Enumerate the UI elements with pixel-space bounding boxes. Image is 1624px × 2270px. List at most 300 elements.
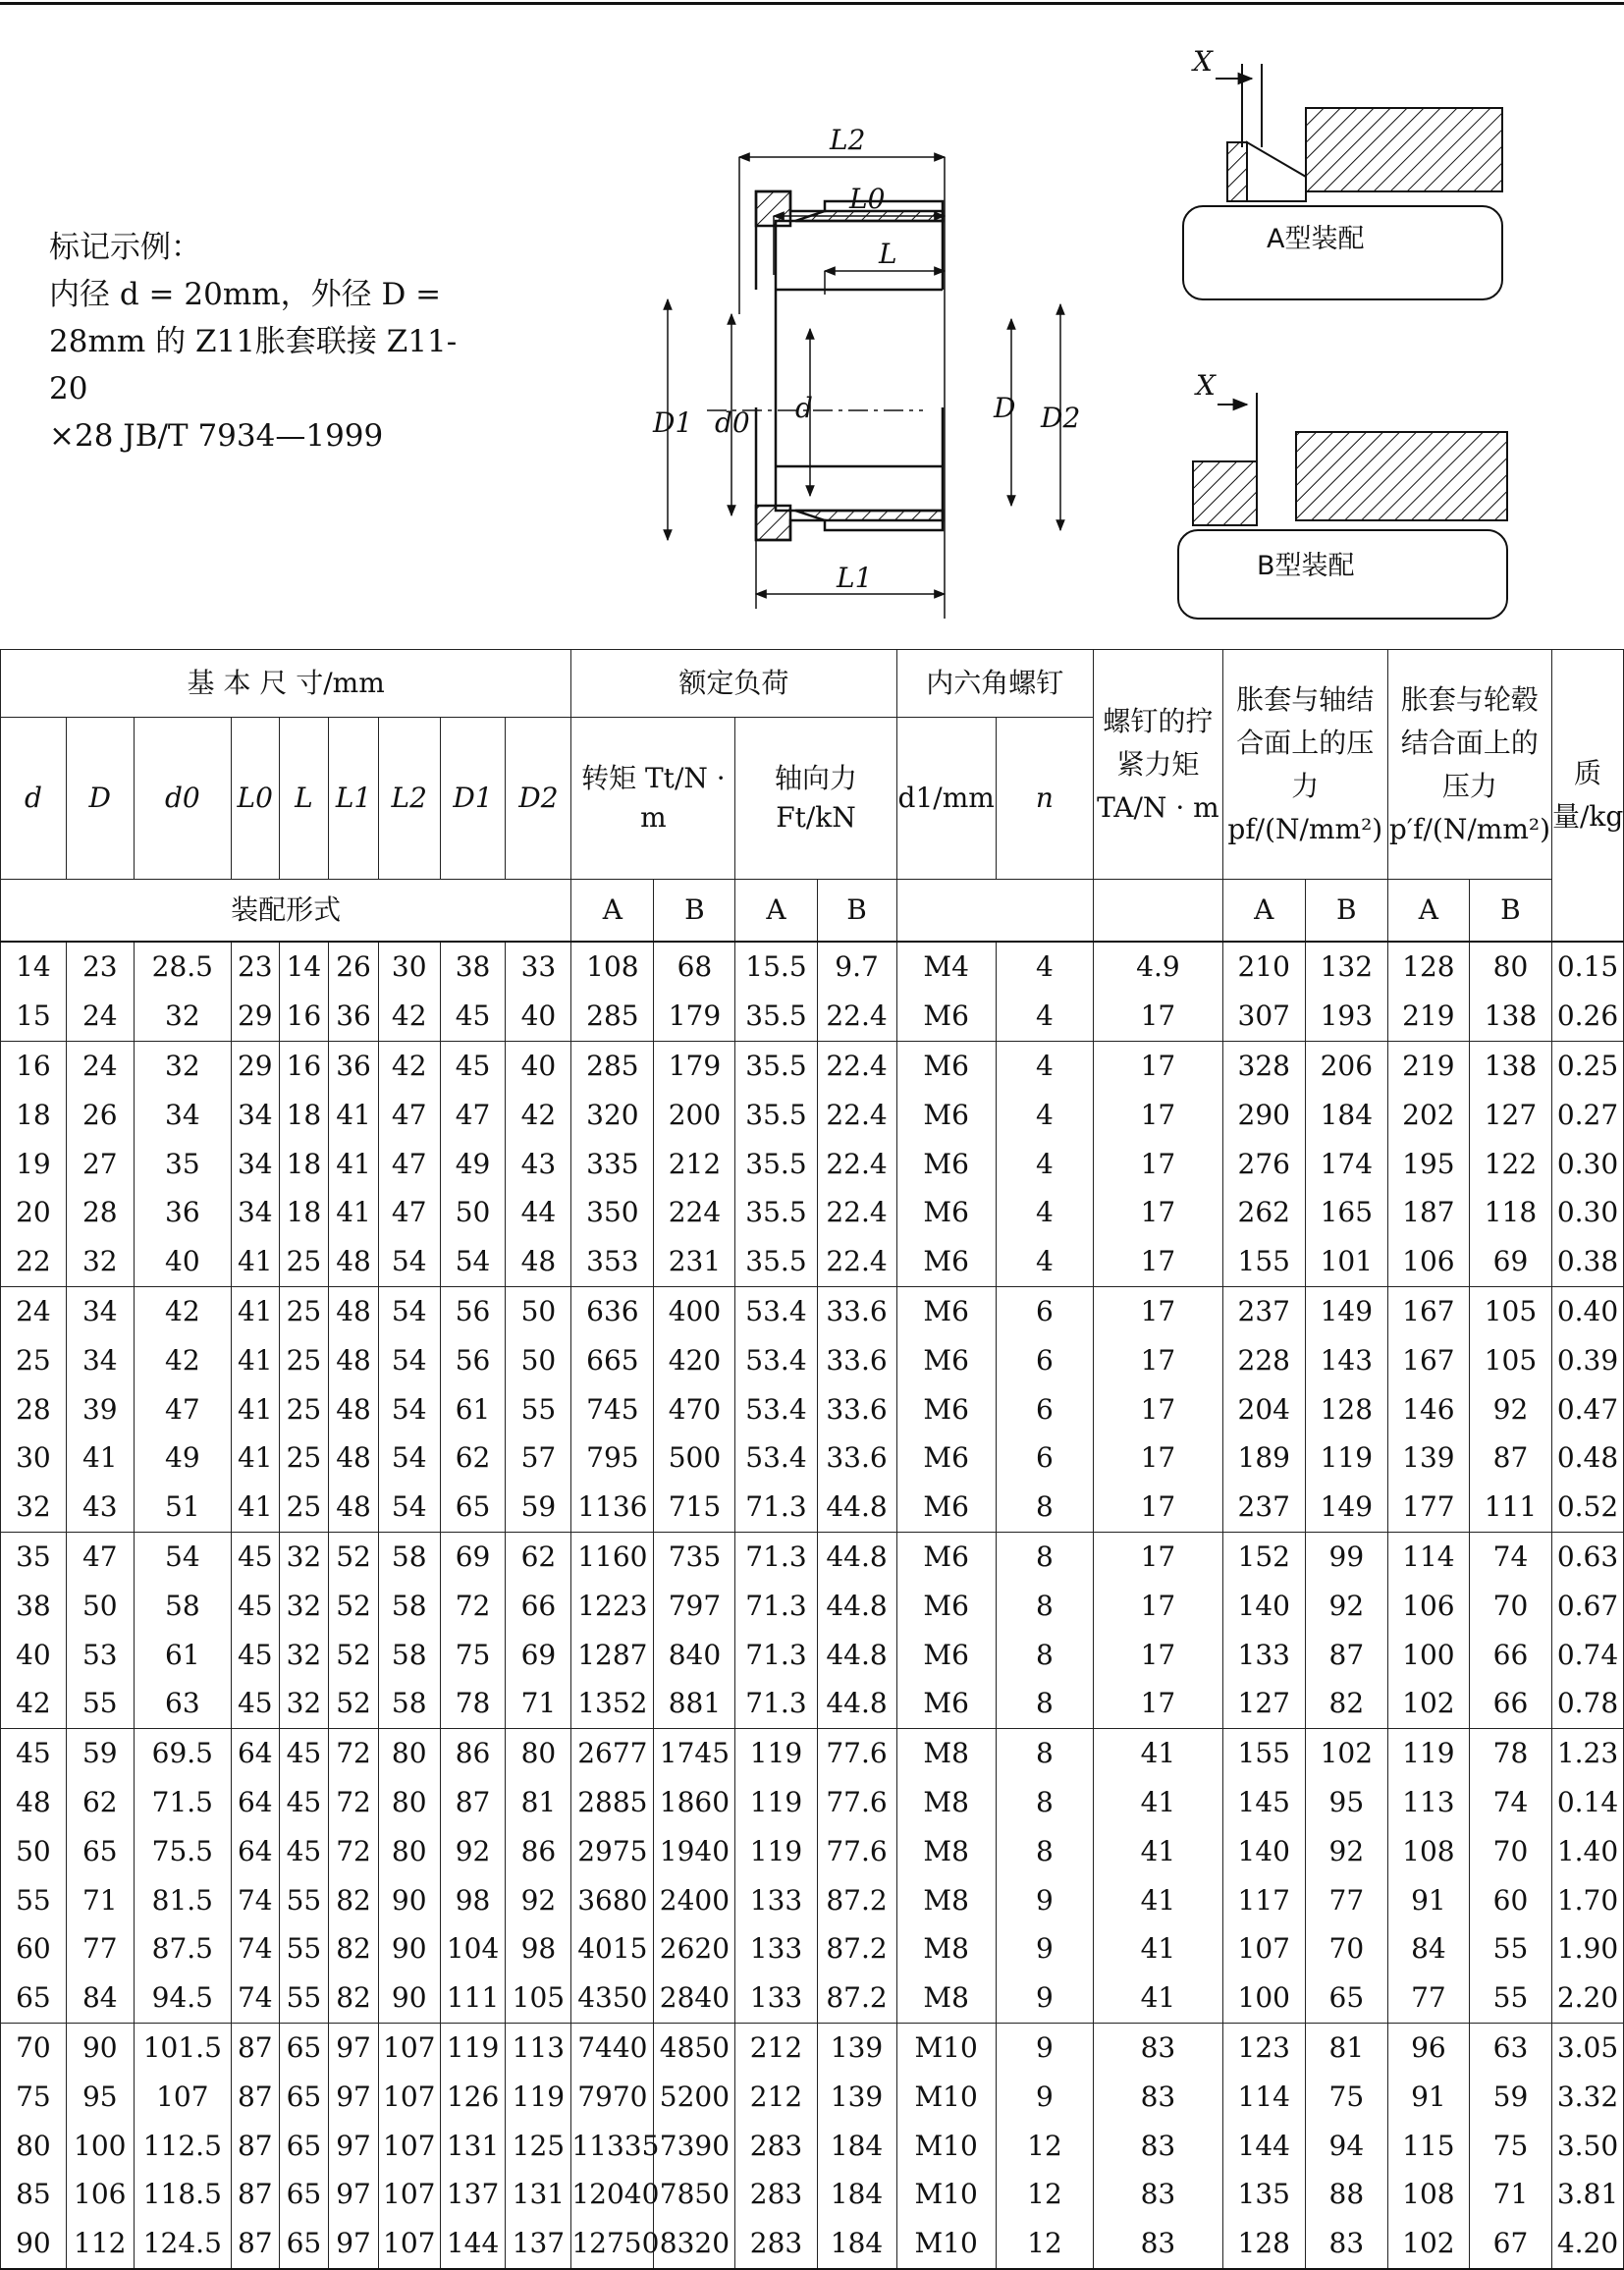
table-cell: 34 — [231, 1090, 279, 1139]
table-cell: 98 — [506, 1924, 571, 1973]
table-cell: 40 — [506, 992, 571, 1041]
table-cell: 25 — [279, 1483, 329, 1532]
table-cell: 61 — [440, 1384, 506, 1433]
table-cell: 14 — [279, 942, 329, 992]
table-cell: 41 — [329, 1139, 379, 1188]
table-cell: 350 — [571, 1188, 654, 1237]
table-cell: 64 — [231, 1728, 279, 1777]
table-cell: 33.6 — [817, 1384, 896, 1433]
table-cell: 105 — [1469, 1335, 1551, 1384]
table-cell: 9 — [996, 1924, 1093, 1973]
table-row — [1, 942, 1624, 992]
table-cell: 133 — [735, 1875, 817, 1924]
table-cell: 111 — [1469, 1483, 1551, 1532]
label-L1: L1 — [837, 562, 873, 594]
table-cell: 139 — [817, 2023, 896, 2072]
table-cell: 2840 — [654, 1973, 735, 2023]
table-cell: 17 — [1094, 1041, 1223, 1090]
table-cell: 80 — [1469, 942, 1551, 992]
table-cell: 11335 — [571, 2121, 654, 2170]
sleeve-section — [756, 191, 943, 540]
table-cell: 36 — [134, 1188, 231, 1237]
table-cell: 262 — [1222, 1188, 1305, 1237]
table-cell: 74 — [1469, 1532, 1551, 1581]
marking-line-2: 28mm 的 Z11胀套联接 Z11-20 — [49, 324, 458, 406]
table-cell: 88 — [1305, 2170, 1387, 2219]
header-D: D — [66, 718, 134, 880]
label-L2: L2 — [830, 124, 866, 156]
label-X-a: X — [1193, 45, 1213, 78]
table-cell: 115 — [1387, 2121, 1469, 2170]
table-row — [1, 2072, 1624, 2121]
table-cell: 83 — [1094, 2023, 1223, 2072]
table-cell: 184 — [817, 2121, 896, 2170]
table-cell: 3.05 — [1551, 2023, 1623, 2072]
table-cell: 3.50 — [1551, 2121, 1623, 2170]
table-row — [1, 1728, 1624, 1777]
table-cell: 45 — [279, 1728, 329, 1777]
table-cell: 54 — [440, 1237, 506, 1286]
table-cell: 114 — [1222, 2072, 1305, 2121]
table-cell: 87 — [1469, 1433, 1551, 1483]
table-cell: 66 — [506, 1581, 571, 1630]
table-cell: 149 — [1305, 1286, 1387, 1335]
label-D: D — [994, 392, 1016, 424]
table-cell: 35.5 — [735, 1090, 817, 1139]
table-cell: M6 — [896, 1237, 996, 1286]
table-cell: 42 — [378, 1041, 440, 1090]
table-cell: 34 — [231, 1139, 279, 1188]
table-cell: 4 — [996, 1139, 1093, 1188]
table-cell: 77 — [66, 1924, 134, 1973]
table-row — [1, 1483, 1624, 1532]
table-cell: 32 — [134, 1041, 231, 1090]
table-cell: 108 — [571, 942, 654, 992]
table-cell: 22.4 — [817, 992, 896, 1041]
table-cell: 48 — [329, 1384, 379, 1433]
table-row — [1, 1384, 1624, 1433]
table-cell: 74 — [1469, 1778, 1551, 1827]
table-cell: 97 — [329, 2121, 379, 2170]
table-cell: 90 — [1, 2219, 67, 2269]
table-cell: 195 — [1387, 1139, 1469, 1188]
header-L: L — [279, 718, 329, 880]
table-cell: 30 — [1, 1433, 67, 1483]
table-cell: 62 — [440, 1433, 506, 1483]
table-cell: 119 — [735, 1778, 817, 1827]
table-cell: 1287 — [571, 1630, 654, 1679]
table-row — [1, 1630, 1624, 1679]
table-cell: 212 — [735, 2023, 817, 2072]
table-cell: 52 — [329, 1581, 379, 1630]
table-cell: 83 — [1094, 2072, 1223, 2121]
assembly-b-figure — [1178, 393, 1507, 619]
table-cell: 44.8 — [817, 1532, 896, 1581]
table-cell: 137 — [440, 2170, 506, 2219]
table-cell: 92 — [1305, 1581, 1387, 1630]
table-cell: 99 — [1305, 1532, 1387, 1581]
table-cell: 53.4 — [735, 1384, 817, 1433]
table-cell: 75.5 — [134, 1826, 231, 1875]
table-cell: 4 — [996, 1188, 1093, 1237]
table-cell: 41 — [231, 1483, 279, 1532]
table-cell: 0.30 — [1551, 1188, 1623, 1237]
table-cell: 23 — [66, 942, 134, 992]
table-cell: 47 — [378, 1188, 440, 1237]
table-cell: 80 — [506, 1728, 571, 1777]
table-cell: 139 — [817, 2072, 896, 2121]
table-cell: 9 — [996, 1973, 1093, 2023]
table-cell: 139 — [1387, 1433, 1469, 1483]
table-cell: 71.3 — [735, 1679, 817, 1728]
table-cell: 65 — [66, 1826, 134, 1875]
table-cell: 105 — [506, 1973, 571, 2023]
table-cell: 0.27 — [1551, 1090, 1623, 1139]
table-cell: 71.3 — [735, 1532, 817, 1581]
table-cell: 122 — [1469, 1139, 1551, 1188]
table-cell: 41 — [1094, 1973, 1223, 2023]
table-cell: 212 — [735, 2072, 817, 2121]
table-cell: 32 — [279, 1679, 329, 1728]
table-cell: 107 — [134, 2072, 231, 2121]
table-cell: 127 — [1469, 1090, 1551, 1139]
table-cell: 96 — [1387, 2023, 1469, 2072]
table-row — [1, 1286, 1624, 1335]
table-cell: 1160 — [571, 1532, 654, 1581]
table-cell: 81 — [506, 1778, 571, 1827]
table-cell: M6 — [896, 1139, 996, 1188]
table-cell: 55 — [1469, 1973, 1551, 2023]
table-cell: M10 — [896, 2219, 996, 2269]
header-rated-load: 额定负荷 — [571, 650, 896, 718]
table-cell: 119 — [735, 1826, 817, 1875]
table-cell: 27 — [66, 1139, 134, 1188]
table-cell: 119 — [1387, 1728, 1469, 1777]
table-cell: 285 — [571, 992, 654, 1041]
table-cell: 34 — [66, 1286, 134, 1335]
table-cell: 77 — [1305, 1875, 1387, 1924]
table-cell: 66 — [1469, 1679, 1551, 1728]
table-cell: 328 — [1222, 1041, 1305, 1090]
table-cell: M10 — [896, 2121, 996, 2170]
table-cell: 71 — [66, 1875, 134, 1924]
table-cell: 17 — [1094, 1188, 1223, 1237]
header-D1: D1 — [440, 718, 506, 880]
table-cell: 335 — [571, 1139, 654, 1188]
table-cell: 87 — [231, 2219, 279, 2269]
table-cell: 500 — [654, 1433, 735, 1483]
table-cell: 22.4 — [817, 1139, 896, 1188]
table-cell: 184 — [817, 2219, 896, 2269]
table-cell: 140 — [1222, 1826, 1305, 1875]
header-tightening-torque: 螺钉的拧紧力矩 TA/N · m — [1094, 650, 1223, 880]
table-cell: 36 — [329, 1041, 379, 1090]
table-cell: 41 — [329, 1090, 379, 1139]
table-cell: 1.23 — [1551, 1728, 1623, 1777]
table-cell: 59 — [1469, 2072, 1551, 2121]
table-cell: 55 — [1469, 1924, 1551, 1973]
table-cell: 48 — [506, 1237, 571, 1286]
table-cell: 78 — [1469, 1728, 1551, 1777]
table-cell: 4015 — [571, 1924, 654, 1973]
assembly-a-figure — [1183, 64, 1502, 299]
table-cell: 61 — [134, 1630, 231, 1679]
table-cell: 119 — [1305, 1433, 1387, 1483]
table-cell: 131 — [506, 2170, 571, 2219]
table-cell: 107 — [378, 2023, 440, 2072]
table-cell: 283 — [735, 2219, 817, 2269]
table-cell: 65 — [1, 1973, 67, 2023]
table-cell: 1223 — [571, 1581, 654, 1630]
table-cell: 231 — [654, 1237, 735, 1286]
table-cell: 138 — [1469, 992, 1551, 1041]
table-cell: 70 — [1469, 1826, 1551, 1875]
table-cell: 16 — [279, 992, 329, 1041]
table-cell: 84 — [1387, 1924, 1469, 1973]
table-cell: M10 — [896, 2023, 996, 2072]
table-cell: 119 — [440, 2023, 506, 2072]
table-cell: 117 — [1222, 1875, 1305, 1924]
table-cell: 16 — [1, 1041, 67, 1090]
table-row — [1, 2121, 1624, 2170]
table-cell: 41 — [231, 1237, 279, 1286]
table-cell: 55 — [279, 1875, 329, 1924]
table-cell: 119 — [735, 1728, 817, 1777]
table-cell: 17 — [1094, 1630, 1223, 1679]
table-cell: 86 — [506, 1826, 571, 1875]
table-cell: 85 — [1, 2170, 67, 2219]
table-cell: 55 — [1, 1875, 67, 1924]
table-cell: 9 — [996, 2023, 1093, 2072]
table-cell: 167 — [1387, 1335, 1469, 1384]
table-row — [1, 2170, 1624, 2219]
table-cell: 0.52 — [1551, 1483, 1623, 1532]
table-row — [1, 1532, 1624, 1581]
table-cell: 8 — [996, 1581, 1093, 1630]
header-torque-blank — [1094, 880, 1223, 943]
table-cell: 69.5 — [134, 1728, 231, 1777]
table-cell: 92 — [440, 1826, 506, 1875]
table-cell: 66 — [1469, 1630, 1551, 1679]
table-cell: 82 — [1305, 1679, 1387, 1728]
table-cell: 87 — [231, 2023, 279, 2072]
table-cell: 72 — [329, 1728, 379, 1777]
table-cell: 101.5 — [134, 2023, 231, 2072]
table-cell: M6 — [896, 1483, 996, 1532]
table-cell: 51 — [134, 1483, 231, 1532]
dimension-lines — [668, 157, 1060, 619]
table-cell: 50 — [440, 1188, 506, 1237]
table-cell: 29 — [231, 992, 279, 1041]
table-cell: 2885 — [571, 1778, 654, 1827]
table-cell: 4 — [996, 992, 1093, 1041]
table-cell: 1860 — [654, 1778, 735, 1827]
table-cell: 22 — [1, 1237, 67, 1286]
table-cell: 98 — [440, 1875, 506, 1924]
table-cell: 137 — [506, 2219, 571, 2269]
table-cell: 87 — [231, 2072, 279, 2121]
table-cell: 219 — [1387, 1041, 1469, 1090]
table-cell: 18 — [279, 1090, 329, 1139]
table-cell: 124.5 — [134, 2219, 231, 2269]
table-cell: 48 — [329, 1433, 379, 1483]
table-cell: 113 — [506, 2023, 571, 2072]
table-cell: 90 — [378, 1973, 440, 2023]
header-mass: 质量/kg — [1551, 650, 1623, 943]
table-cell: 0.39 — [1551, 1335, 1623, 1384]
table-cell: 53.4 — [735, 1335, 817, 1384]
table-cell: 42 — [134, 1286, 231, 1335]
table-cell: 111 — [440, 1973, 506, 2023]
table-cell: 2400 — [654, 1875, 735, 1924]
table-cell: 107 — [378, 2072, 440, 2121]
table-cell: M6 — [896, 1384, 996, 1433]
table-cell: 45 — [231, 1679, 279, 1728]
table-cell: 65 — [279, 2023, 329, 2072]
table-cell: 44.8 — [817, 1483, 896, 1532]
table-cell: 45 — [231, 1581, 279, 1630]
table-cell: 47 — [378, 1090, 440, 1139]
table-cell: 72 — [440, 1581, 506, 1630]
table-cell: 12 — [996, 2219, 1093, 2269]
table-cell: 35.5 — [735, 1188, 817, 1237]
table-cell: 58 — [378, 1532, 440, 1581]
table-cell: 50 — [506, 1286, 571, 1335]
table-cell: 228 — [1222, 1335, 1305, 1384]
table-cell: 17 — [1094, 1679, 1223, 1728]
header-screw-blank — [896, 880, 1094, 943]
table-cell: 200 — [654, 1090, 735, 1139]
table-cell: 50 — [1, 1826, 67, 1875]
table-cell: 41 — [66, 1433, 134, 1483]
table-cell: 45 — [279, 1778, 329, 1827]
table-cell: 39 — [66, 1384, 134, 1433]
table-cell: 8 — [996, 1532, 1093, 1581]
table-cell: 41 — [1094, 1826, 1223, 1875]
table-cell: 58 — [378, 1630, 440, 1679]
table-cell: 17 — [1094, 1286, 1223, 1335]
assembly-a-label: A型装配 — [1267, 224, 1365, 254]
table-cell: 8 — [996, 1826, 1093, 1875]
table-cell: 35.5 — [735, 1237, 817, 1286]
table-cell: 63 — [1469, 2023, 1551, 2072]
header-axial-force: 轴向力 Ft/kN — [735, 718, 896, 880]
table-cell: 41 — [1094, 1778, 1223, 1827]
table-cell: 2.20 — [1551, 1973, 1623, 2023]
table-cell: 131 — [440, 2121, 506, 2170]
table-cell: 78 — [440, 1679, 506, 1728]
table-row — [1, 1335, 1624, 1384]
table-cell: 18 — [1, 1090, 67, 1139]
table-cell: 285 — [571, 1041, 654, 1090]
table-cell: 636 — [571, 1286, 654, 1335]
table-cell: 48 — [1, 1778, 67, 1827]
table-cell: 87 — [440, 1778, 506, 1827]
marking-title: 标记示例： — [49, 230, 201, 265]
table-cell: 75 — [1469, 2121, 1551, 2170]
table-cell: 174 — [1305, 1139, 1387, 1188]
table-cell: 100 — [66, 2121, 134, 2170]
table-cell: 95 — [1305, 1778, 1387, 1827]
table-cell: 81 — [1305, 2023, 1387, 2072]
technical-drawing — [628, 20, 1591, 628]
table-cell: M6 — [896, 1630, 996, 1679]
table-cell: 62 — [66, 1778, 134, 1827]
table-cell: 0.78 — [1551, 1679, 1623, 1728]
table-cell: 80 — [378, 1826, 440, 1875]
table-cell: 145 — [1222, 1778, 1305, 1827]
table-cell: 101 — [1305, 1237, 1387, 1286]
table-cell: 3680 — [571, 1875, 654, 1924]
table-cell: 26 — [66, 1090, 134, 1139]
table-cell: 92 — [1305, 1826, 1387, 1875]
table-cell: 17 — [1094, 1090, 1223, 1139]
table-cell: 62 — [506, 1532, 571, 1581]
table-cell: 320 — [571, 1090, 654, 1139]
table-cell: 6 — [996, 1384, 1093, 1433]
table-cell: 138 — [1469, 1041, 1551, 1090]
table-cell: 45 — [231, 1532, 279, 1581]
table-cell: 9.7 — [817, 942, 896, 992]
table-cell: 45 — [440, 1041, 506, 1090]
table-cell: 102 — [1387, 1679, 1469, 1728]
table-cell: 14 — [1, 942, 67, 992]
table-cell: 44.8 — [817, 1630, 896, 1679]
table-cell: M10 — [896, 2072, 996, 2121]
table-cell: 144 — [440, 2219, 506, 2269]
table-cell: 87.5 — [134, 1924, 231, 1973]
header-axial-b: B — [817, 880, 896, 943]
table-cell: 881 — [654, 1679, 735, 1728]
table-cell: 17 — [1094, 992, 1223, 1041]
table-cell: 105 — [1469, 1286, 1551, 1335]
table-cell: 204 — [1222, 1384, 1305, 1433]
table-cell: 90 — [378, 1875, 440, 1924]
header-hub-b: B — [1469, 880, 1551, 943]
table-cell: 32 — [279, 1581, 329, 1630]
table-cell: 1.90 — [1551, 1924, 1623, 1973]
table-cell: 283 — [735, 2170, 817, 2219]
table-cell: 83 — [1305, 2219, 1387, 2269]
table-cell: 87.2 — [817, 1875, 896, 1924]
header-axial-a: A — [735, 880, 817, 943]
table-cell: 54 — [134, 1532, 231, 1581]
table-cell: 59 — [66, 1728, 134, 1777]
table-cell: 0.26 — [1551, 992, 1623, 1041]
table-row — [1, 1778, 1624, 1827]
drawing-svg — [628, 20, 1591, 628]
table-cell: 43 — [506, 1139, 571, 1188]
table-cell: 90 — [66, 2023, 134, 2072]
table-cell: 146 — [1387, 1384, 1469, 1433]
table-cell: 50 — [506, 1335, 571, 1384]
table-cell: 6 — [996, 1433, 1093, 1483]
table-cell: 106 — [66, 2170, 134, 2219]
table-cell: M6 — [896, 1286, 996, 1335]
table-cell: 53.4 — [735, 1286, 817, 1335]
table-cell: 82 — [329, 1875, 379, 1924]
table-row — [1, 1139, 1624, 1188]
table-cell: 22.4 — [817, 1188, 896, 1237]
table-cell: 97 — [329, 2072, 379, 2121]
table-cell: 107 — [1222, 1924, 1305, 1973]
table-cell: 54 — [378, 1335, 440, 1384]
table-cell: 40 — [134, 1237, 231, 1286]
table-cell: 53 — [66, 1630, 134, 1679]
table-cell: 24 — [66, 1041, 134, 1090]
table-row — [1, 1973, 1624, 2023]
header-d: d — [1, 718, 67, 880]
